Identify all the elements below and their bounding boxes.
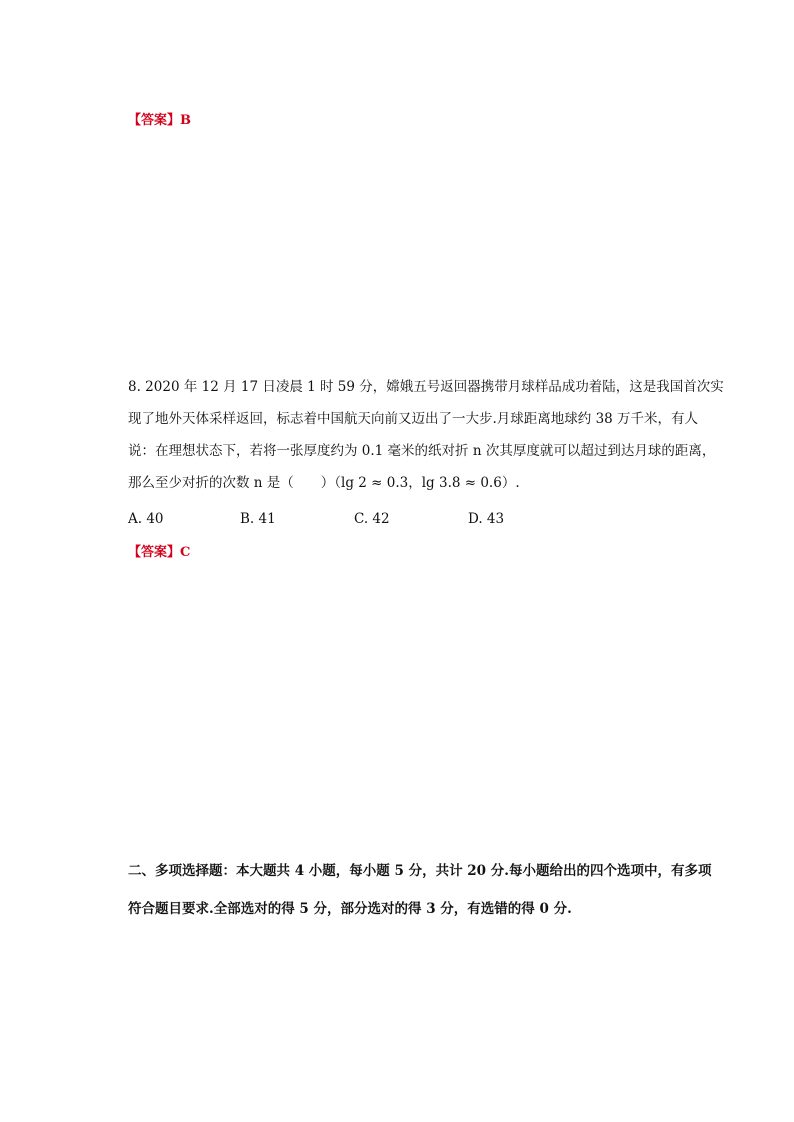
answer-bracket: 【答案】 [128, 113, 181, 128]
question-line: 8. 2020 年 12 月 17 日凌晨 1 时 59 分，嫦娥五号返回器携带月球样品成功着陆，这是我国首次实 [128, 379, 724, 395]
question-8 [128, 371, 724, 499]
section-heading [128, 852, 712, 928]
section-line: 二、多项选择题：本大题共 4 小题，每小题 5 分，共计 20 分.每小题给出的四个选项中，有多项 [128, 863, 712, 879]
question-line: 现了地外天体采样返回，标志着中国航天向前又迈出了一大步.月球距离地球约 38 万千米，有人 [128, 411, 699, 427]
option-c: C. 42 [354, 511, 390, 527]
answer-options [128, 511, 688, 531]
section-line: 符合题目要求.全部选对的得 5 分，部分选对的得 3 分，有选错的得 0 分. [128, 901, 572, 917]
answer-value: C [180, 545, 191, 560]
answer-bracket: 【答案】 [128, 545, 181, 560]
option-a: A. 40 [128, 511, 164, 527]
question-line: 那么至少对折的次数 n 是（ ）（lg 2 ≈ 0.3，lg 3.8 ≈ 0.6）. [128, 475, 520, 491]
answer-value: B [180, 113, 192, 128]
option-b: B. 41 [240, 511, 276, 527]
answer-label [128, 541, 190, 560]
question-line: 说：在理想状态下，若将一张厚度约为 0.1 毫米的纸对折 n 次其厚度就可以超过到达月球的距离， [128, 443, 716, 459]
answer-label [128, 109, 191, 128]
option-d: D. 43 [468, 511, 505, 527]
